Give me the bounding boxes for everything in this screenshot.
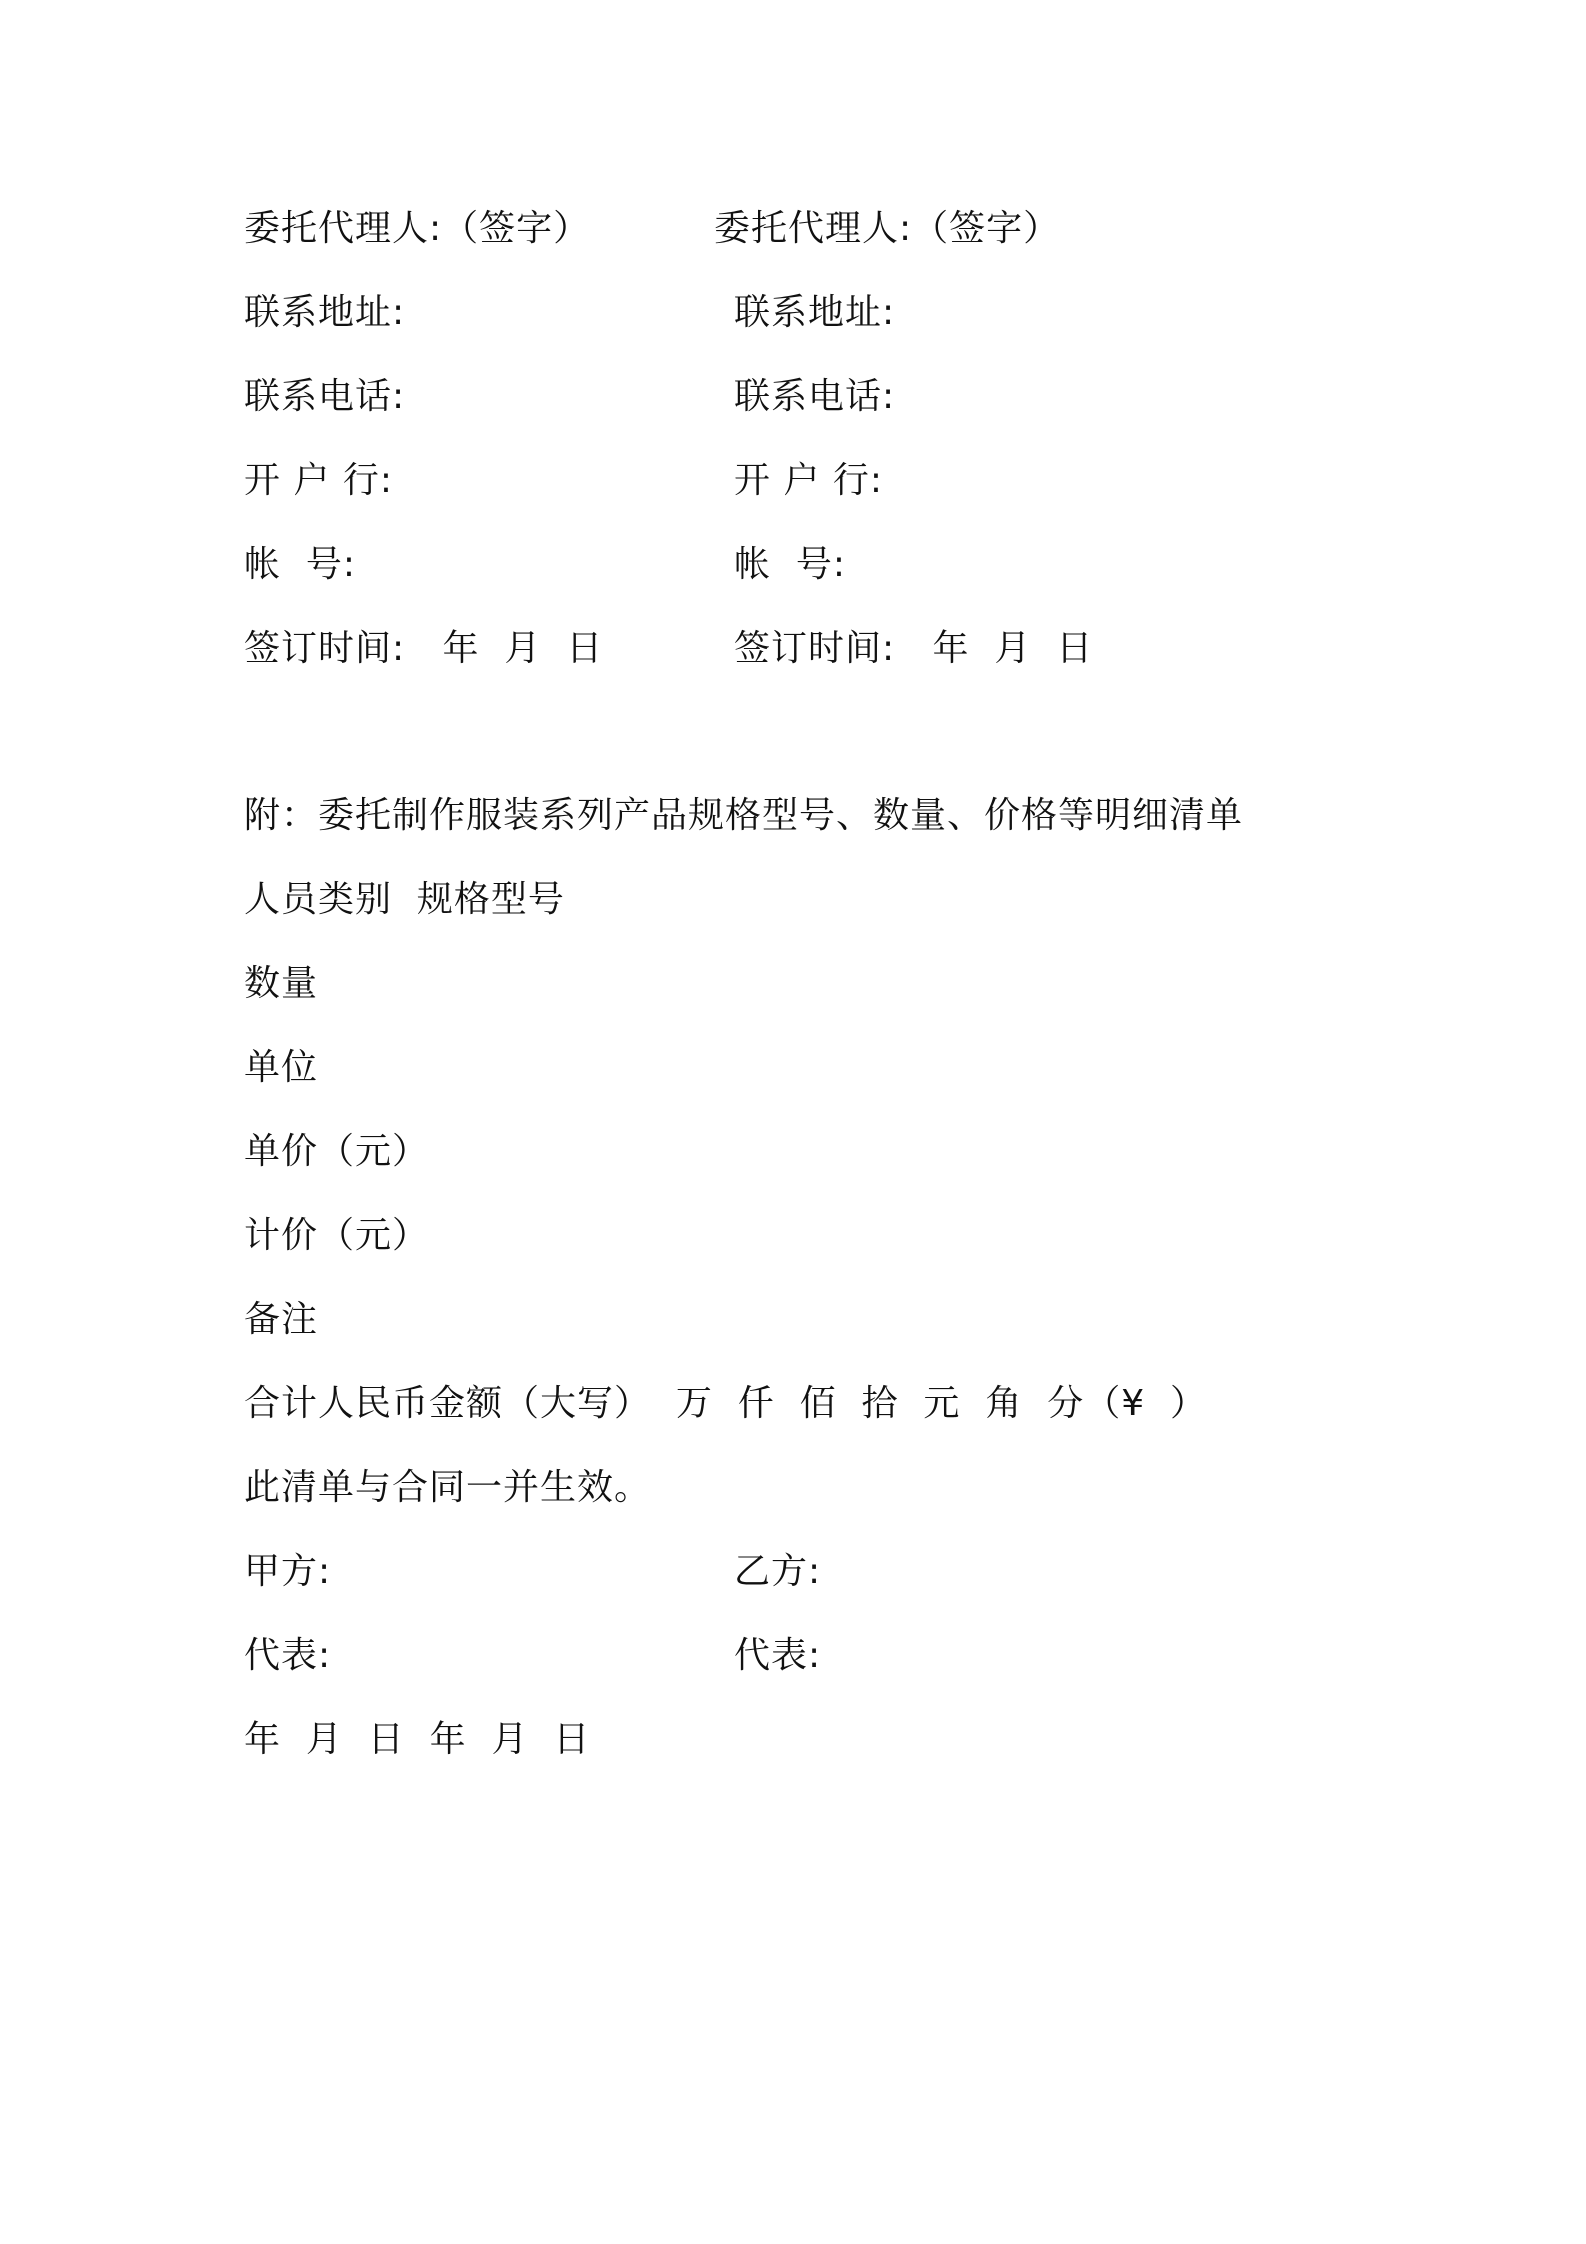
left-contact-phone: 联系电话: — [244, 376, 406, 417]
party-a-label: 甲方: — [244, 1551, 332, 1592]
appendix-field-quantity: 数量 — [244, 963, 319, 1004]
appendix-field-category-spec: 人员类别 规格型号 — [244, 879, 565, 920]
right-bank: 开 户 行: — [734, 460, 884, 501]
appendix-field-total-price: 计价（元） — [244, 1215, 430, 1256]
left-account: 帐 号: — [244, 544, 357, 585]
appendix-field-unit: 单位 — [244, 1047, 319, 1088]
left-agent-signature: 委托代理人:（签字） — [244, 208, 591, 249]
right-contact-phone: 联系电话: — [734, 376, 896, 417]
appendix-effective-note: 此清单与合同一并生效。 — [244, 1467, 652, 1508]
right-account: 帐 号: — [734, 544, 847, 585]
appendix-field-remarks: 备注 — [244, 1299, 319, 1340]
right-contact-address: 联系地址: — [734, 292, 896, 333]
appendix-total-amount: 合计人民币金额（大写） 万 仟 佰 拾 元 角 分（¥ ） — [244, 1383, 1207, 1424]
left-sign-date: 签订时间: 年 月 日 — [244, 628, 604, 669]
party-b-label: 乙方: — [734, 1551, 822, 1592]
left-contact-address: 联系地址: — [244, 292, 406, 333]
right-agent-signature: 委托代理人:（签字） — [714, 208, 1061, 249]
party-b-representative: 代表: — [734, 1635, 822, 1676]
party-a-representative: 代表: — [244, 1635, 332, 1676]
left-bank: 开 户 行: — [244, 460, 394, 501]
appendix-field-unit-price: 单价（元） — [244, 1131, 430, 1172]
right-sign-date: 签订时间: 年 月 日 — [734, 628, 1094, 669]
appendix-title: 附：委托制作服装系列产品规格型号、数量、价格等明细清单 — [244, 795, 1244, 836]
party-dates: 年 月 日 年 月 日 — [244, 1719, 591, 1760]
